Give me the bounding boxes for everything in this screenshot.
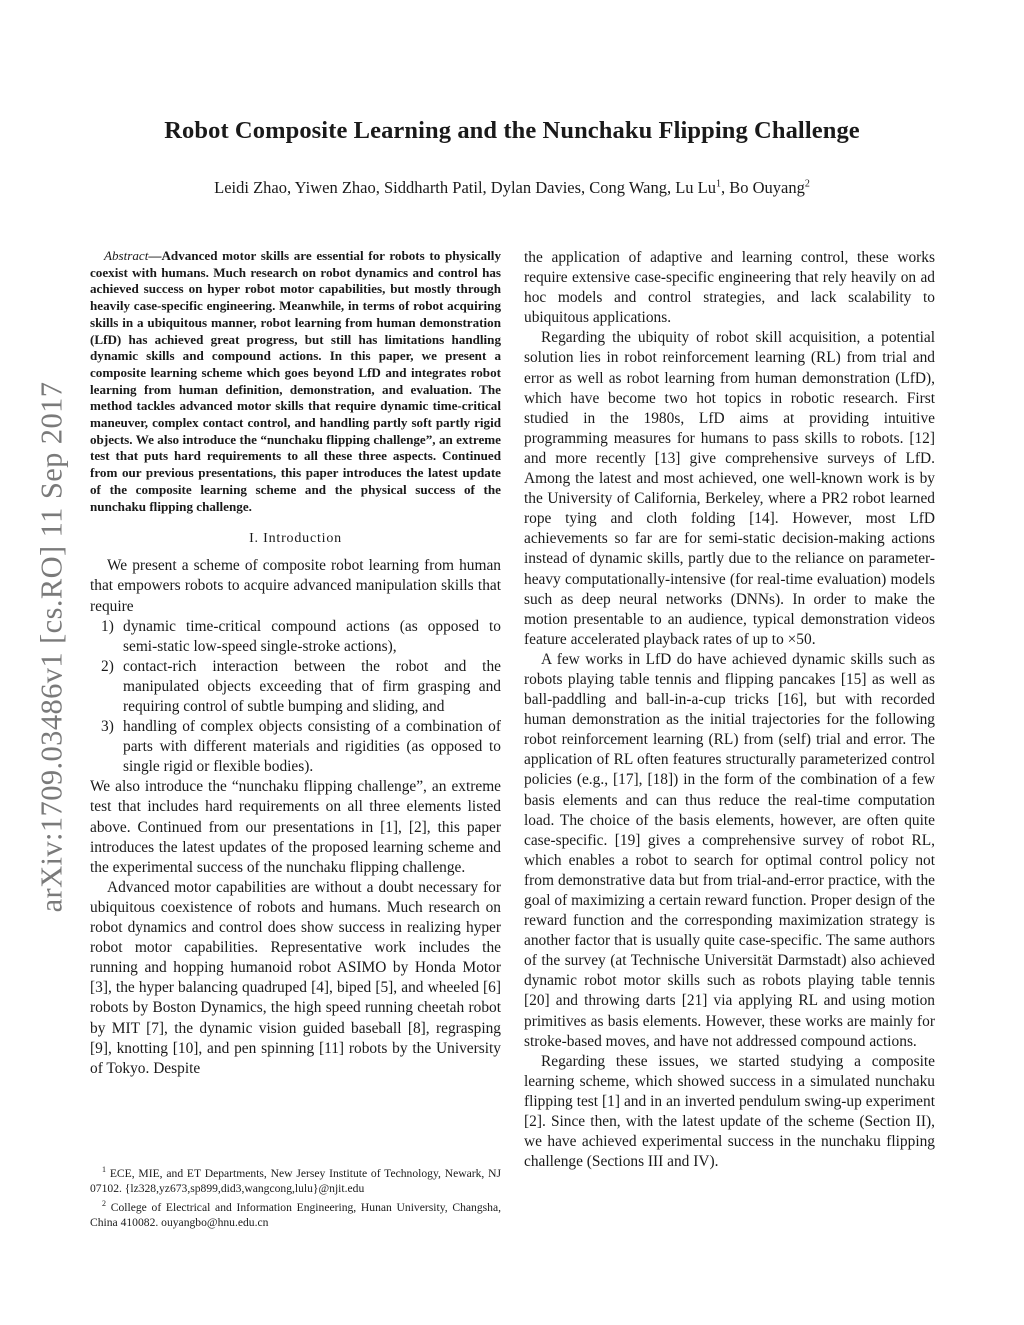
right-column [524, 248, 935, 1172]
list-text: handling of complex objects consisting of a combination of parts with different materials and rigidities (as opposed to single rigid or flexible bodies). [123, 718, 501, 776]
footnote-1 [90, 1162, 501, 1196]
affiliation-mark-1: 1 [715, 178, 721, 190]
continued-paragraph: the application of adaptive and learning control, these works require extensive case-specific engineering that rely heavily on ad hoc models and control strategies, and lack scalability to ubiquitous applications. [524, 249, 935, 327]
list-text: dynamic time-critical compound actions (as opposed to semi-static low-speed single-stroke actions), [123, 617, 501, 655]
author-last: , Bo Ouyang [720, 178, 805, 197]
footnote-text: ECE, MIE, and ET Departments, New Jersey Institute of Technology, Newark, NJ 07102. {lz328,yz673,sp899,did3,wangcong,lulu}@njit.edu [90, 1166, 501, 1196]
intro-paragraph: We present a scheme of composite robot learning from human that empowers robots to acquire advanced manipulation skills that require [90, 557, 501, 615]
footnote-mark: 1 [102, 1165, 106, 1174]
requirement-list [90, 617, 501, 778]
dynamic-skills-paragraph: A few works in LfD do have achieved dynamic skills such as robots playing table tennis and flipping pancakes [15] as well as ball-paddling and ball-in-a-cup tricks [16], but with recorded human demonstration as the initial trajectories for the following robot reinforcement learning (RL) from (self) trial and error. The application of RL often features structurally parameterized control policies (e.g., [17], [18]) in the form of the combination of a few basis elements and can thus reduce the real-time computation load. The choice of the basis elements, however, are often quite case-specific. [19] gives a comprehensive survey of robot RL, which enables a robot to search for optimal control policy not from demonstrative data but from trial-and-error practice, with the goal of maximizing a certain reward function. Proper design of the reward function and the corresponding maximization strategy is another factor that is usually quite case-specific. The same authors of the survey (at Technische Universität Darmstadt) also achieved dynamic robot motor skills such as robots playing table tennis [20] and throwing darts [21] via applying RL and using motion primitives as basis elements. However, these works are mainly for stroke-based moves, and have not addressed compound actions. [524, 650, 935, 1050]
list-number: 3) [101, 718, 114, 736]
paper-title: Robot Composite Learning and the Nunchaku Flipping Challenge [164, 117, 860, 144]
composite-learning-paragraph: Regarding these issues, we started studying a composite learning scheme, which showed success in a simulated nunchaku flipping test [1] and in an inverted pendulum swing-up experiment [2]. Since then, with the latest update of the scheme (Section II), we have achieved experimental success in the nunchaku flipping challenge (Sections III and IV). [524, 1052, 935, 1171]
footnote-2 [90, 1196, 501, 1230]
arxiv-identifier-sidebar [20, 352, 84, 942]
list-number: 1) [101, 617, 114, 635]
abstract [90, 248, 501, 515]
challenge-paragraph: We also introduce the “nunchaku flipping challenge”, an extreme test that includes hard requirements on all three elements listed above. Continued from our presentations in [1], [2], this paper introduces the latest updates of the proposed learning scheme and the experimental success of the nunchaku flipping challenge. [90, 778, 501, 876]
list-text: contact-rich interaction between the robot and the manipulated objects exceeding that of firm grasping and requiring control of subtle bumping and sliding, and [123, 657, 501, 715]
footnote-text: College of Electrical and Information Engineering, Hunan University, Changsha, China 410082. ouyangbo@hnu.edu.cn [90, 1201, 501, 1230]
abstract-label: Abstract [104, 248, 149, 263]
footnotes [90, 1162, 501, 1231]
left-column [90, 248, 501, 1079]
affiliation-mark-2: 2 [804, 178, 810, 190]
footnote-mark: 2 [102, 1199, 106, 1209]
list-item [90, 617, 501, 657]
author-list [0, 178, 1024, 198]
list-item [90, 717, 501, 777]
abstract-text: Advanced motor skills are essential for robots to physically coexist with humans. Much research on robot dynamics and control has achieved success on hyper robot motor capabilities, but mostly through heavily case-specific engineering. Meanwhile, in terms of robot acquiring skills in a ubiquitous manner, robot learning from human demonstration (LfD) has achieved great progress, but still has limitations handling dynamic skills and compound actions. In this paper, we present a composite learning scheme which goes beyond LfD and integrates robot learning from human definition, demonstration, and evaluation. The method tackles advanced motor skills that require dynamic time-critical maneuver, complex contact control, and handling partly soft partly rigid objects. We also introduce the “nunchaku flipping challenge”, an extreme test that puts hard requirements to all these three aspects. Continued from our previous presentations, this paper introduces the latest update of the composite learning scheme and the physical success of the nunchaku flipping challenge. [90, 248, 501, 514]
section-heading-introduction: I. Introduction [249, 531, 342, 547]
list-number: 2) [101, 657, 114, 675]
abstract-dash: — [148, 248, 162, 263]
skill-acquisition-paragraph: Regarding the ubiquity of robot skill acquisition, a potential solution lies in robot reinforcement learning (RL) from trial and error as well as robot learning from human demonstration (LfD), which have become two hot topics in robotic research. First studied in the 1980s, LfD aims at providing intuitive programming measures for humans to pass skills to robots. [12] and more recently [13] give comprehensive surveys of LfD. Among the latest and most achieved, one well-known work is by the University of California, Berkeley, where a PR2 robot learned rope tying and cloth folding [14]. However, most LfD achievements so far are for semi-static decision-making actions instead of dynamic skills, partly due to the reliance on parameter-heavy computationally-intensive (for real-time evaluation) models such as deep neural networks (DNNs). In order to make the motion presentable to an audience, typical demonstration videos feature accelerated playback rates of up to ×50. [524, 329, 935, 648]
list-item [90, 657, 501, 717]
author-names: Leidi Zhao, Yiwen Zhao, Siddharth Patil, Dylan Davies, Cong Wang, Lu Lu [214, 178, 716, 197]
motor-capabilities-paragraph: Advanced motor capabilities are without a doubt necessary for ubiquitous coexistence of robots and humans. Much research on robot dynamics and control does show success in realizing hyper robot motor capabilities. Representative work includes the running and hopping humanoid robot ASIMO by Honda Motor [3], the hyper balancing quadruped [4], biped [5], and wheeled [6] robots by Boston Dynamics, the high speed running cheetah robot by MIT [7], the dynamic vision guided baseball [8], regrasping [9], knotting [10], and pen spinning [11] robots by the University of Tokyo. Despite [90, 878, 501, 1077]
arxiv-identifier: arXiv:1709.03486v1 [cs.RO] 11 Sep 2017 [34, 381, 69, 913]
